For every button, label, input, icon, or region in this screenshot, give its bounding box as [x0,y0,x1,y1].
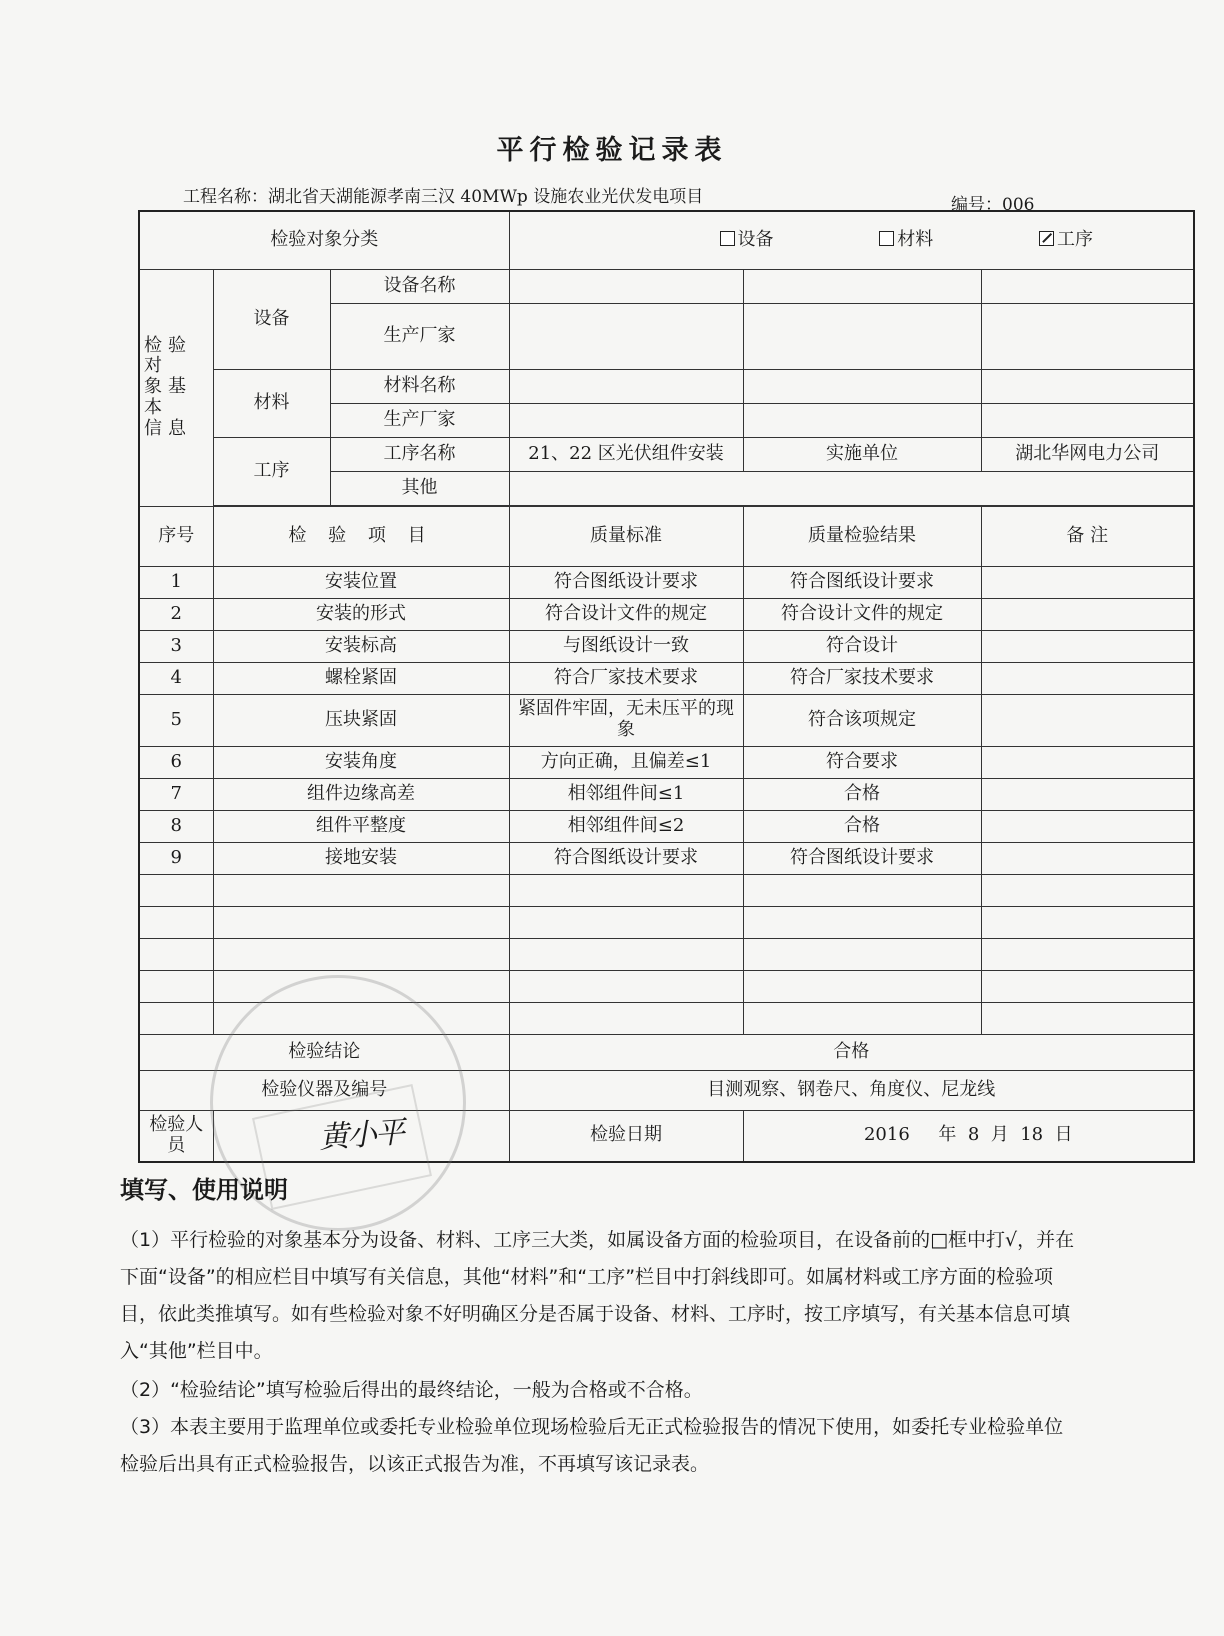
equipment-maker-label: 生产厂家 [330,303,509,369]
inspector-signature[interactable] [213,1110,509,1162]
checkbox-icon[interactable] [879,231,894,246]
date-year-unit: 年 [938,1124,957,1146]
option-process[interactable]: 工序 [1039,230,1093,251]
checked-checkbox-icon[interactable] [1039,231,1054,246]
row-remark[interactable] [981,694,1194,746]
empty-row [139,906,1194,938]
table-row [139,746,1194,778]
instruction-paragraph-1: （1）平行检验的对象基本分为设备、材料、工序三大类，如属设备方面的检验项目，在设备前的□框中打√，并在下面“设备”的相应栏目中填写有关信息，其他“材料”和“工序”栏目中打斜线即可。如属材料或工序方面的检验项目，依此类推填写。如有些检验对象不好明确区分是否属于设备、材料、工序时，按工序填写，有关基本信息可填入“其他”栏目中。 [120,1229,1075,1362]
row-no: 5 [139,694,213,746]
process-name-label: 工序名称 [330,437,509,471]
table-row [139,566,1194,598]
equipment-maker-cell-2[interactable] [743,303,981,369]
date-value[interactable] [743,1110,1194,1162]
empty-row [139,874,1194,906]
col-result-header: 质量检验结果 [743,506,981,566]
table-row [139,694,1194,746]
row-remark[interactable] [981,746,1194,778]
category-options [509,211,1194,269]
equipment-maker-cell-3[interactable] [981,303,1194,369]
row-no: 4 [139,662,213,694]
row-remark[interactable] [981,778,1194,810]
other-value[interactable] [509,471,1194,505]
material-maker-cell[interactable] [509,403,743,437]
row-item: 接地安装 [213,842,509,874]
inspection-form-table [138,210,1195,1163]
handwritten-signature: 黄小平 [317,1114,405,1156]
row-item: 安装角度 [213,746,509,778]
row-no: 6 [139,746,213,778]
equipment-name-cell-3[interactable] [981,269,1194,303]
row-item: 安装的形式 [213,598,509,630]
row-result[interactable]: 合格 [743,810,981,842]
row-result[interactable]: 符合要求 [743,746,981,778]
material-maker-cell-2[interactable] [743,403,981,437]
row-result[interactable]: 符合图纸设计要求 [743,566,981,598]
row-result[interactable]: 符合设计 [743,630,981,662]
project-name: 工程名称：湖北省天湖能源孝南三汉 40MWp 设施农业光伏发电项目 [183,187,704,207]
material-name-cell-3[interactable] [981,369,1194,403]
instruments-label: 检验仪器及编号 [139,1070,509,1110]
row-remark[interactable] [981,810,1194,842]
row-standard: 符合图纸设计要求 [509,842,743,874]
table-row [139,630,1194,662]
row-standard: 相邻组件间≤2 [509,810,743,842]
basic-info-label: 检验对 象基本 信息 [139,269,213,506]
row-item: 安装标高 [213,630,509,662]
category-label: 检验对象分类 [139,211,509,269]
row-result[interactable]: 符合该项规定 [743,694,981,746]
row-no: 3 [139,630,213,662]
row-remark[interactable] [981,842,1194,874]
material-name-cell[interactable] [509,369,743,403]
material-maker-cell-3[interactable] [981,403,1194,437]
material-maker-label: 生产厂家 [330,403,509,437]
option-equipment[interactable]: 设备 [720,230,774,251]
row-no: 8 [139,810,213,842]
row-item: 螺栓紧固 [213,662,509,694]
other-label: 其他 [330,471,509,505]
row-result[interactable]: 合格 [743,778,981,810]
row-remark[interactable] [981,662,1194,694]
date-month: 8 [967,1124,980,1146]
equipment-label: 设备 [213,269,330,369]
date-day-unit: 日 [1054,1124,1073,1146]
empty-row [139,1002,1194,1034]
conclusion-label: 检验结论 [139,1034,509,1070]
material-name-label: 材料名称 [330,369,509,403]
col-standard-header: 质量标准 [509,506,743,566]
implementing-unit-label: 实施单位 [743,437,981,471]
row-standard: 紧固件牢固，无未压平的现象 [509,694,743,746]
table-row [139,810,1194,842]
row-remark[interactable] [981,566,1194,598]
row-item: 安装位置 [213,566,509,598]
table-row [139,662,1194,694]
page-title: 平行检验记录表 [496,135,728,166]
row-standard: 符合图纸设计要求 [509,566,743,598]
row-standard: 符合设计文件的规定 [509,598,743,630]
table-row [139,598,1194,630]
date-label: 检验日期 [509,1110,743,1162]
row-standard: 与图纸设计一致 [509,630,743,662]
col-remark-header: 备 注 [981,506,1194,566]
checkbox-icon[interactable] [720,231,735,246]
row-no: 1 [139,566,213,598]
instructions-title: 填写、使用说明 [120,1176,288,1204]
empty-row [139,938,1194,970]
equipment-name-cell-2[interactable] [743,269,981,303]
instruction-paragraph-2: （2）“检验结论”填写检验后得出的最终结论，一般为合格或不合格。 [120,1379,703,1401]
process-label: 工序 [213,437,330,505]
material-label: 材料 [213,369,330,437]
implementing-unit-value[interactable]: 湖北华网电力公司 [981,437,1194,471]
inspector-label: 检验人员 [139,1110,213,1162]
row-result[interactable]: 符合图纸设计要求 [743,842,981,874]
instruction-paragraph-3: （3）本表主要用于监理单位或委托专业检验单位现场检验后无正式检验报告的情况下使用，如委托专业检验单位检验后出具有正式检验报告，以该正式报告为准，不再填写该记录表。 [120,1416,1064,1475]
row-standard: 方向正确，且偏差≤1 [509,746,743,778]
date-year: 2016 [863,1124,910,1146]
row-remark[interactable] [981,598,1194,630]
row-item: 压块紧固 [213,694,509,746]
row-result[interactable]: 符合厂家技术要求 [743,662,981,694]
row-no: 2 [139,598,213,630]
row-standard: 相邻组件间≤1 [509,778,743,810]
row-no: 9 [139,842,213,874]
item-rows [139,566,1194,1034]
equipment-name-cell[interactable] [509,269,743,303]
date-month-unit: 月 [990,1124,1009,1146]
record-number: 编号：006 [951,195,1035,215]
material-name-cell-2[interactable] [743,369,981,403]
col-item-header: 检 验 项 目 [213,506,509,566]
conclusion-value[interactable]: 合格 [509,1034,1194,1070]
equipment-maker-cell[interactable] [509,303,743,369]
table-row [139,778,1194,810]
empty-row [139,970,1194,1002]
row-no: 7 [139,778,213,810]
col-no-header: 序号 [139,506,213,566]
instruments-value[interactable]: 目测观察、钢卷尺、角度仪、尼龙线 [509,1070,1194,1110]
date-day: 18 [1020,1124,1044,1146]
row-remark[interactable] [981,630,1194,662]
process-name-value[interactable]: 21、22 区光伏组件安装 [509,437,743,471]
row-result[interactable]: 符合设计文件的规定 [743,598,981,630]
row-standard: 符合厂家技术要求 [509,662,743,694]
option-material[interactable]: 材料 [879,230,933,251]
row-item: 组件平整度 [213,810,509,842]
table-row [139,842,1194,874]
row-item: 组件边缘高差 [213,778,509,810]
equipment-name-label: 设备名称 [330,269,509,303]
